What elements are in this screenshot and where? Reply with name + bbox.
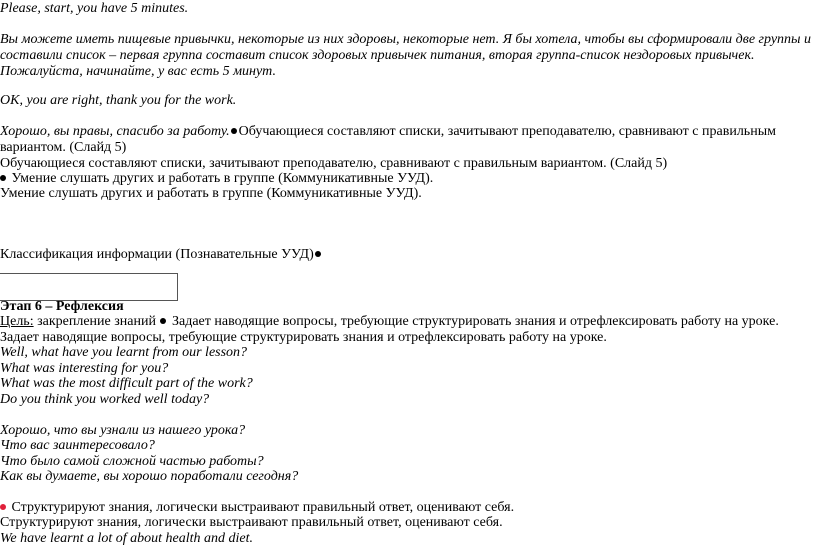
text-line: Do you think you worked well today? — [0, 392, 210, 407]
text: Задает наводящие вопросы, требующие структурировать знания и отрефлексировать работу на уроке. — [171, 314, 779, 329]
text-line: Задает наводящие вопросы, требующие структурировать знания и отрефлексировать работу на уроке. — [0, 330, 607, 345]
text-line: Please, start, you have 5 minutes. — [0, 1, 189, 16]
text-line: Структурируют знания, логически выстраивают правильный ответ, оценивают себя. — [0, 515, 503, 530]
text-line: Как вы думаете, вы хорошо поработали сегодня? — [0, 469, 299, 484]
section-heading: Этап 6 – Рефлексия — [0, 299, 124, 314]
bullet-icon — [160, 318, 166, 324]
text: Умение слушать других и работать в группе (Коммуникативные УУД). — [11, 171, 434, 186]
text-line — [0, 247, 323, 263]
text: Обучающиеся составляют списки, зачитывают преподавателю, сравнивают с правильным — [238, 124, 776, 139]
text-line: Что было самой сложной частью работы? — [0, 454, 264, 469]
text-line: We have learnt a lot of about health and diet. — [0, 531, 254, 546]
text: Классификация информации (Познавательные УУД) — [0, 247, 314, 262]
red-bullet-icon — [0, 504, 6, 510]
text: Структурируют знания, логически выстраивают правильный ответ, оценивают себя. — [11, 500, 515, 515]
text-line: Умение слушать других и работать в группе (Коммуникативные УУД). — [0, 186, 422, 201]
bullet-icon — [0, 175, 6, 181]
text-line — [0, 500, 514, 516]
text-line: Well, what have you learnt from our lesson? — [0, 345, 248, 360]
text-line — [0, 171, 433, 187]
text-line: What was the most difficult part of the work? — [0, 376, 253, 391]
text-line — [0, 314, 779, 330]
text-line: составили список – первая группа составит список здоровых привычек питания, вторая группа-список нездоровых привычек. — [0, 48, 755, 63]
text-line: вариантом. (Слайд 5) — [0, 140, 127, 155]
bullet-icon — [231, 128, 237, 134]
goal-label: Цель: — [0, 314, 34, 329]
text-line: Что вас заинтересовало? — [0, 438, 155, 453]
text-italic: Хорошо, вы правы, спасибо за работу. — [0, 124, 230, 139]
text-line — [0, 124, 776, 140]
text: закрепление знаний — [33, 314, 160, 329]
text-line: Хорошо, что вы узнали из нашего урока? — [0, 423, 246, 438]
text-line: OK, you are right, thank you for the work. — [0, 93, 237, 108]
text-line: What was interesting for you? — [0, 361, 169, 376]
text-line: Обучающиеся составляют списки, зачитывают преподавателю, сравнивают с правильным вариантом. (Слайд 5) — [0, 156, 668, 171]
text-line: Пожалуйста, начинайте, у вас есть 5 минут. — [0, 64, 276, 79]
text-line: Вы можете иметь пищевые привычки, некоторые из них здоровы, некоторые нет. Я бы хотела, чтобы вы сформировали две группы и — [0, 32, 812, 47]
bullet-icon — [315, 251, 321, 257]
empty-box — [0, 273, 178, 301]
